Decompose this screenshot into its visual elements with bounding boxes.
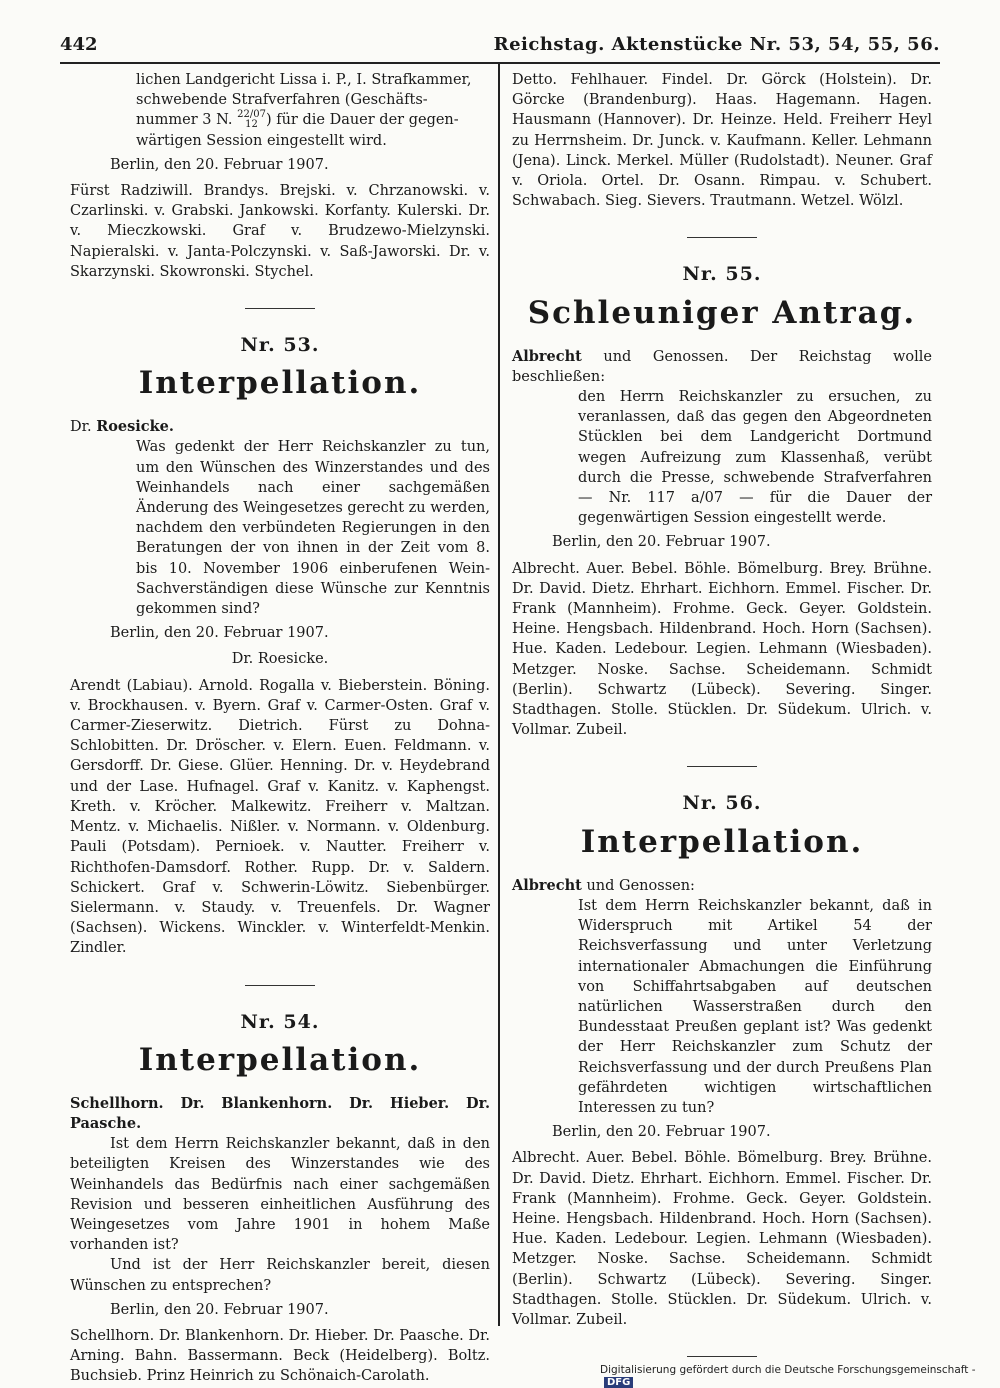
signers-list: Fürst Radziwill. Brandys. Brejski. v. Chrzanowski. v. Czarlinski. v. Grabski. Jankowski. Korfanty. Kulerski. Dr. v. Mieczkowski. Graf v. Brudzewo-Mielzynski. Napieralski. v. Janta-Polczynski. v. Saß-Jaworski. Dr. v. Skarzynski. Skowronski. Stychel. [70,183,490,280]
signers-list: Arendt (Labiau). Arnold. Rogalla v. Bieberstein. Böning. v. Brockhausen. v. Byern. Graf v. Carmer-Osten. Graf v. Carmer-Zieserwitz. Dietrich. Fürst zu Dohna-Schlobitten. Dr. Dröscher. v. Elern. Euen. Feldmann. v. Gersdorff. Dr. Giese. Glüer. Henning. Dr. v. Heydebrand und der Lase. Hufnagel. Graf v. Kanitz. v. Kaphengst. Kreth. v. Kröcher. Malkewitz. Freiherr v. Maltzan. Mentz. v. Michaelis. Nißler. v. Normann. v. Oldenburg. Pauli (Potsdam). Pernioek. v. Nautter. Freiherr v. Richthofen-Damsdorf. Rother. Rupp. Dr. v. Saldern. Schickert. Graf v. Schwerin-Löwitz. Siebenbürger. Sielermann. v. Staudy. v. Treuenfels. Dr. Wagner (Sachsen). Wickens. Winckler. v. Winterfeldt-Menkin. Zindler. [70,677,490,957]
docket-suffix: ) für die Dauer der gegen- [265,112,459,129]
submitter-name: Roesicke. [96,418,174,436]
running-title: Reichstag. Aktenstücke Nr. 53, 54, 55, 56. [493,34,940,55]
section-rule [687,237,757,238]
interpellation-text: Und ist der Herr Reichskanzler bereit, diesen Wünschen zu entsprechen? [70,1257,490,1294]
signers-list: Albrecht. Auer. Bebel. Böhle. Bömelburg. Brey. Brühne. Dr. David. Dietz. Ehrhart. Eichhorn. Emmel. Fischer. Dr. Frank (Mannheim). Frohme. Geck. Geyer. Goldstein. Heine. Hengsbach. Hildenbrand. Hoch. Horn (Sachsen). Hue. Kaden. Ledebour. Legien. Lehmann (Wiesbaden). Metzger. Noske. Sachse. Scheidemann. Schmidt (Berlin). Schwartz (Lübeck). Severing. Singer. Stadthagen. Stolle. Stücklen. Dr. Südekum. Ulrich. v. Vollmar. Zubeil. [512,1150,932,1328]
continuation-line: schwebende Strafverfahren (Geschäfts- [136,92,428,109]
column-divider [498,64,500,1326]
signers-list: Schellhorn. Dr. Blankenhorn. Dr. Hieber. Dr. Paasche. Dr. Arning. Bahn. Bassermann. Beck (Heidelberg). Boltz. Buchsieb. Prinz Heinrich zu Schönaich-Carolath. [70,1327,490,1385]
section-title: Interpellation. [138,1041,422,1078]
mover-name: Albrecht [512,347,582,365]
section-nr-53 [70,335,490,958]
section-number: Nr. 56. [682,792,762,815]
right-column [512,70,932,1383]
main-signer: Dr. Roesicke. [231,651,329,668]
mover-rest: und Genossen. Der Reichstag wolle beschließen: [512,348,933,385]
section-nr-54 [70,1012,490,1387]
submitters-line: Schellhorn. Dr. Blankenhorn. Dr. Hieber. Dr. Paasche. [70,1094,490,1132]
continuation-block [70,70,490,282]
submitter-prefix: Dr. [70,419,92,436]
docket-fraction-bottom: 12 [245,119,258,131]
submitter-line [70,417,490,437]
mover-line [512,876,932,896]
continuation-line [136,110,490,130]
docket-fraction-top: 22/07 [237,109,266,121]
docket-prefix: nummer 3 N. [136,112,233,129]
signers-list: Detto. Fehlhauer. Findel. Dr. Görck (Holstein). Dr. Görcke (Brandenburg). Haas. Hagemann. Hagen. Hausmann (Hannover). Dr. Heinze. Held. Freiherr Heyl zu Herrnsheim. Dr. Junck. v. Kaufmann. Keller. Lehmann (Jena). Linck. Merkel. Müller (Rudolstadt). Neuner. Graf v. Oriola. Ortel. Dr. Osann. Rimpau. v. Schubert. Schwabach. Sieg. Sievers. Trautmann. Wetzel. Wölzl. [512,72,932,210]
motion-text: den Herrn Reichskanzler zu ersuchen, zu veranlassen, daß das gegen den Abgeordneten Stücklen bei dem Landgericht Dortmund wegen Aufreizung zum Klassenhaß, verübt durch die Presse, schwebende Strafverfahren — Nr. 117 a/07 — für die Dauer der gegenwärtigen Session eingestellt werde. [578,389,932,527]
interpellation-text: Ist dem Herrn Reichskanzler bekannt, daß in den beteiligten Kreisen des Winzerstandes wie des Weinhandels das Bedürfnis nach einer sachgemäßen Revision und besseren einheitlichen Ausführung des Weingesetzes vom Jahre 1901 in hohem Maße vorhanden ist? [70,1136,490,1254]
continuation-line: wärtigen Session eingestellt wird. [136,132,387,149]
page-number: 442 [60,34,98,55]
section-title: Interpellation. [138,365,422,402]
interpellation-text: Was gedenkt der Herr Reichskanzler zu tun, um den Wünschen des Winzerstandes und des Weinhandels nach einer sachgemäßen Änderung des Weingesetzes gerecht zu werden, nachdem den verbündeten Regierungen in den Beratungen der von ihnen in der Zeit vom 8. bis 10. November 1906 einberufenen Wein-Sachverständigen diese Wünsche zur Kenntnis gekommen sind? [136,439,490,618]
section-rule [245,985,315,986]
section-number: Nr. 53. [240,334,320,357]
continuation-line: lichen Landgericht Lissa i. P., I. Strafkammer, [136,72,472,88]
signers-list: Albrecht. Auer. Bebel. Böhle. Bömelburg. Brey. Brühne. Dr. David. Dietz. Ehrhart. Eichhorn. Emmel. Fischer. Dr. Frank (Mannheim). Frohme. Geck. Geyer. Goldstein. Heine. Hengsbach. Hildenbrand. Hoch. Horn (Sachsen). Hue. Kaden. Ledebour. Legien. Lehmann (Wiesbaden). Metzger. Noske. Sachse. Scheidemann. Schmidt (Berlin). Schwartz (Lübeck). Severing. Singer. Stadthagen. Stolle. Stücklen. Dr. Südekum. Ulrich. v. Vollmar. Zubeil. [512,560,932,739]
dateline: Berlin, den 20. Februar 1907. [552,1124,771,1141]
section-rule [687,1356,757,1357]
section-title: Schleuniger Antrag. [527,294,917,331]
continuation-block [512,70,932,211]
mover-rest: und Genossen: [586,877,695,894]
dateline: Berlin, den 20. Februar 1907. [110,156,329,173]
section-nr-55 [512,264,932,740]
dateline: Berlin, den 20. Februar 1907. [552,534,771,551]
page-header [60,30,940,64]
left-column [70,70,490,1387]
section-number: Nr. 54. [240,1010,320,1033]
footer-credit-text: Digitalisierung gefördert durch die Deutsche Forschungsgemeinschaft - [600,1364,976,1376]
section-rule [245,308,315,309]
section-rule [687,766,757,767]
interpellation-text: Ist dem Herrn Reichskanzler bekannt, daß in Widerspruch mit Artikel 54 der Reichsverfassung und unter Verletzung internationaler Abmachungen die Einführung von Schiffahrtsabgaben auf deutschen natürlichen Wasserstraßen durch den Bundesstaat Preußen geplant ist? Was gedenkt der Herr Reichskanzler zum Schutz der Reichsverfassung und der durch Preußens Plan gefährdeten wichtigen wirtschaftlichen Interessen zu tun? [578,897,932,1116]
docket-fraction [237,110,266,130]
dateline: Berlin, den 20. Februar 1907. [110,625,329,642]
dateline: Berlin, den 20. Februar 1907. [110,1301,329,1318]
mover-name: Albrecht [512,876,582,894]
mover-line [512,347,932,387]
dfg-logo[interactable]: DFG [604,1377,633,1388]
footer-credit [600,1364,1000,1388]
section-number: Nr. 55. [682,263,762,286]
section-nr-56 [512,793,932,1330]
section-title: Interpellation. [580,823,864,860]
